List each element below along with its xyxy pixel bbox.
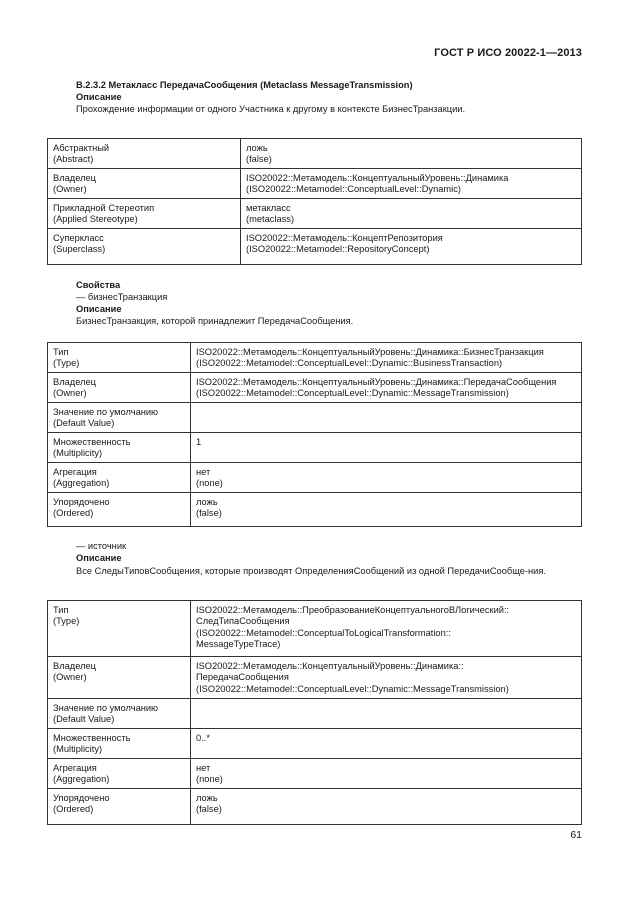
- property-name: — бизнесТранзакция: [76, 292, 168, 302]
- table-cell-value: 0..*: [191, 729, 582, 759]
- table-cell-key: Владелец (Owner): [48, 168, 241, 198]
- table-row: [48, 759, 582, 789]
- table-row: [48, 433, 582, 463]
- table-row: [48, 729, 582, 759]
- table-cell-value: ложь (false): [191, 493, 582, 527]
- table-cell-value: [191, 699, 582, 729]
- table-cell-value: ISO20022::Метамодель::ПреобразованиеКонцептуальногоВЛогический:: СледТипаСообщения (ISO20022::Metamodel::ConceptualToLogicalTransformation:: MessageTypeTrace): [191, 601, 582, 657]
- table-cell-key: Абстрактный (Abstract): [48, 139, 241, 169]
- table-row: [48, 493, 582, 527]
- table-row: [48, 463, 582, 493]
- table-cell-value: ложь (false): [191, 789, 582, 825]
- table-cell-value: ложь (false): [241, 139, 582, 169]
- property-description-label: Описание: [76, 553, 122, 563]
- property-table: [47, 342, 582, 527]
- table-cell-key: Значение по умолчанию (Default Value): [48, 699, 191, 729]
- table-cell-key: Значение по умолчанию (Default Value): [48, 403, 191, 433]
- property-description-label: Описание: [76, 304, 122, 314]
- table-cell-value: ISO20022::Метамодель::КонцептуальныйУровень::Динамика:: ПередачаСообщения (ISO20022::Metamodel::ConceptualLevel::Dynamic::MessageTransmission): [191, 657, 582, 699]
- table-cell-value: нет (none): [191, 759, 582, 789]
- table-cell-value: нет (none): [191, 463, 582, 493]
- table-row: [48, 373, 582, 403]
- table-cell-key: Множественность (Multiplicity): [48, 729, 191, 759]
- property-table: [47, 600, 582, 825]
- table-cell-key: Множественность (Multiplicity): [48, 433, 191, 463]
- table-cell-value: [191, 403, 582, 433]
- table-cell-key: Агрегация (Aggregation): [48, 463, 191, 493]
- table-row: [48, 403, 582, 433]
- table-cell-key: Владелец (Owner): [48, 373, 191, 403]
- metaclass-table: [47, 138, 582, 265]
- table-cell-key: Тип (Type): [48, 343, 191, 373]
- properties-label: Свойства: [76, 280, 121, 290]
- table-cell-key: Упорядочено (Ordered): [48, 789, 191, 825]
- table-row: [48, 198, 582, 228]
- property-description: БизнесТранзакция, которой принадлежит ПередачаСообщения.: [76, 316, 354, 326]
- section-heading: B.2.3.2 Метакласс ПередачаСообщения (Metaclass MessageTransmission): [76, 80, 413, 90]
- table-cell-key: Упорядочено (Ordered): [48, 493, 191, 527]
- table-row: [48, 168, 582, 198]
- table-row: [48, 343, 582, 373]
- table-cell-value: ISO20022::Метамодель::КонцептуальныйУровень::Динамика::БизнесТранзакция (ISO20022::Metamodel::ConceptualLevel::Dynamic::BusinessTransaction): [191, 343, 582, 373]
- table-cell-value: ISO20022::Метамодель::КонцептуальныйУровень::Динамика::ПередачаСообщения (ISO20022::Metamodel::ConceptualLevel::Dynamic::MessageTransmission): [191, 373, 582, 403]
- table-cell-value: метакласс (metaclass): [241, 198, 582, 228]
- table-row: [48, 139, 582, 169]
- table-cell-value: ISO20022::Метамодель::КонцептРепозитория (ISO20022::Metamodel::RepositoryConcept): [241, 228, 582, 264]
- section-description: Прохождение информации от одного Участника к другому в контексте БизнесТранзакции.: [76, 104, 466, 114]
- table-cell-key: Прикладной Стереотип (Applied Stereotype): [48, 198, 241, 228]
- property-name: — источник: [76, 541, 127, 551]
- table-cell-key: Суперкласс (Superclass): [48, 228, 241, 264]
- table-row: [48, 228, 582, 264]
- description-label: Описание: [76, 92, 122, 102]
- page-number: 61: [570, 829, 582, 841]
- table-row: [48, 699, 582, 729]
- table-cell-key: Владелец (Owner): [48, 657, 191, 699]
- property-description: Все СледыТиповСообщения, которые производят ОпределенияСообщений из одной ПередачиСообще-ния.: [76, 566, 546, 576]
- standard-header: ГОСТ Р ИСО 20022-1—2013: [434, 47, 582, 59]
- table-cell-key: Тип (Type): [48, 601, 191, 657]
- table-row: [48, 601, 582, 657]
- table-cell-value: ISO20022::Метамодель::КонцептуальныйУровень::Динамика (ISO20022::Metamodel::ConceptualLevel::Dynamic): [241, 168, 582, 198]
- table-cell-value: 1: [191, 433, 582, 463]
- table-row: [48, 657, 582, 699]
- table-row: [48, 789, 582, 825]
- table-cell-key: Агрегация (Aggregation): [48, 759, 191, 789]
